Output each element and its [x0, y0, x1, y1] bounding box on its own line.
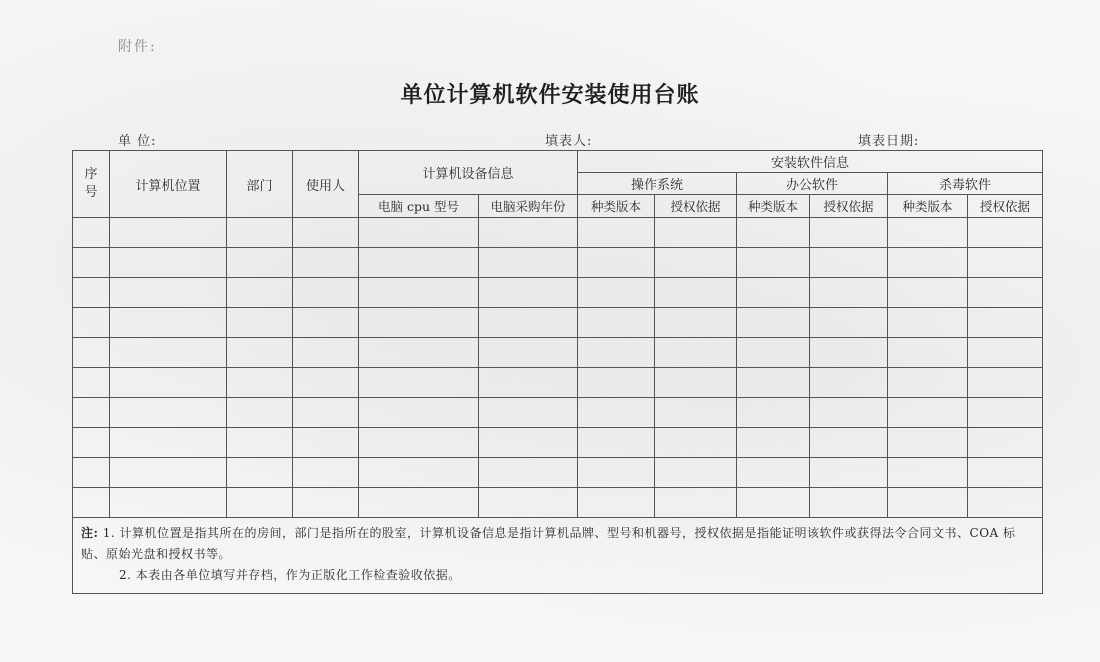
header-antivirus-version: 种类版本	[888, 195, 968, 218]
table-row	[73, 368, 1043, 398]
table-cell[interactable]	[479, 488, 578, 518]
table-cell[interactable]	[227, 338, 293, 368]
table-cell[interactable]	[73, 218, 110, 248]
table-cell[interactable]	[359, 338, 479, 368]
table-cell[interactable]	[110, 218, 227, 248]
table-cell[interactable]	[73, 308, 110, 338]
table-cell[interactable]	[73, 398, 110, 428]
table-cell[interactable]	[968, 278, 1043, 308]
table-cell[interactable]	[968, 458, 1043, 488]
header-installed-software: 安装软件信息	[578, 151, 1043, 173]
header-office: 办公软件	[737, 173, 888, 195]
table-cell[interactable]	[578, 488, 655, 518]
note-1	[81, 523, 1034, 565]
table-cell[interactable]	[968, 248, 1043, 278]
table-row	[73, 218, 1043, 248]
table-cell[interactable]	[655, 278, 737, 308]
header-purchase-year: 电脑采购年份	[479, 195, 578, 218]
header-os-license: 授权依据	[655, 195, 737, 218]
table-cell[interactable]	[227, 398, 293, 428]
table-cell[interactable]	[737, 398, 810, 428]
table-cell[interactable]	[359, 218, 479, 248]
table-cell[interactable]	[359, 488, 479, 518]
table-cell[interactable]	[655, 338, 737, 368]
table-cell[interactable]	[479, 368, 578, 398]
table-cell[interactable]	[479, 218, 578, 248]
table-cell[interactable]	[110, 488, 227, 518]
table-cell[interactable]	[810, 338, 888, 368]
table-cell[interactable]	[359, 428, 479, 458]
table-cell[interactable]	[359, 278, 479, 308]
ledger-body	[73, 218, 1043, 594]
table-cell[interactable]	[578, 218, 655, 248]
table-cell[interactable]	[479, 428, 578, 458]
table-cell[interactable]	[888, 248, 968, 278]
table-row	[73, 278, 1043, 308]
table-cell[interactable]	[968, 218, 1043, 248]
header-antivirus-license: 授权依据	[968, 195, 1043, 218]
table-cell[interactable]	[655, 488, 737, 518]
table-row	[73, 458, 1043, 488]
table-cell[interactable]	[578, 248, 655, 278]
unit-label: 单 位:	[118, 134, 157, 149]
table-cell[interactable]	[227, 308, 293, 338]
table-cell[interactable]	[110, 308, 227, 338]
header-department: 部门	[227, 151, 293, 218]
attachment-label: 附件:	[118, 39, 157, 55]
table-cell[interactable]	[359, 458, 479, 488]
table-cell[interactable]	[293, 248, 359, 278]
table-cell[interactable]	[227, 278, 293, 308]
table-cell[interactable]	[737, 308, 810, 338]
notes-row	[73, 518, 1043, 594]
table-cell[interactable]	[227, 458, 293, 488]
table-cell[interactable]	[479, 338, 578, 368]
table-cell[interactable]	[968, 488, 1043, 518]
table-cell[interactable]	[359, 248, 479, 278]
table-cell[interactable]	[810, 308, 888, 338]
table-cell[interactable]	[655, 248, 737, 278]
table-cell[interactable]	[737, 218, 810, 248]
header-os: 操作系统	[578, 173, 737, 195]
header-antivirus: 杀毒软件	[888, 173, 1043, 195]
table-cell[interactable]	[110, 368, 227, 398]
table-cell[interactable]	[227, 488, 293, 518]
table-cell[interactable]	[810, 428, 888, 458]
header-user: 使用人	[293, 151, 359, 218]
table-cell[interactable]	[810, 218, 888, 248]
table-cell[interactable]	[737, 248, 810, 278]
table-cell[interactable]	[968, 368, 1043, 398]
table-cell[interactable]	[737, 368, 810, 398]
table-cell[interactable]	[227, 428, 293, 458]
table-cell[interactable]	[737, 458, 810, 488]
table-cell[interactable]	[227, 248, 293, 278]
header-office-version: 种类版本	[737, 195, 810, 218]
table-cell[interactable]	[737, 338, 810, 368]
table-cell[interactable]	[578, 458, 655, 488]
table-cell[interactable]	[293, 218, 359, 248]
table-cell[interactable]	[479, 278, 578, 308]
table-cell[interactable]	[655, 368, 737, 398]
table-row	[73, 248, 1043, 278]
table-cell[interactable]	[888, 428, 968, 458]
header-seq: 序号	[73, 151, 110, 218]
table-cell[interactable]	[578, 398, 655, 428]
table-cell[interactable]	[737, 488, 810, 518]
table-cell[interactable]	[888, 338, 968, 368]
table-cell[interactable]	[578, 368, 655, 398]
table-row	[73, 308, 1043, 338]
table-cell[interactable]	[888, 368, 968, 398]
table-cell[interactable]	[293, 308, 359, 338]
table-cell[interactable]	[110, 398, 227, 428]
table-cell[interactable]	[479, 308, 578, 338]
table-cell[interactable]	[73, 458, 110, 488]
table-cell[interactable]	[655, 428, 737, 458]
table-cell[interactable]	[888, 278, 968, 308]
table-cell[interactable]	[227, 218, 293, 248]
header-office-license: 授权依据	[810, 195, 888, 218]
table-cell[interactable]	[578, 338, 655, 368]
table-cell[interactable]	[737, 428, 810, 458]
note-1-text: 1. 计算机位置是指其所在的房间，部门是指所在的股室，计算机设备信息是指计算机品牌、型号和机器号，授权依据是指能证明该软件或获得法令合同文书、COA 标贴、原始光盘和授权书等。	[81, 526, 1016, 561]
table-cell[interactable]	[810, 488, 888, 518]
table-cell[interactable]	[293, 488, 359, 518]
table-cell[interactable]	[479, 248, 578, 278]
table-cell[interactable]	[359, 368, 479, 398]
document-title: 单位计算机软件安装使用台账	[400, 82, 700, 108]
note-2: 2. 本表由各单位填写并存档，作为正版化工作检查验收依据。	[119, 568, 461, 582]
table-cell[interactable]	[888, 398, 968, 428]
table-cell[interactable]	[578, 308, 655, 338]
header-device-info: 计算机设备信息	[359, 151, 578, 195]
table-cell[interactable]	[737, 278, 810, 308]
table-cell[interactable]	[110, 338, 227, 368]
table-cell[interactable]	[888, 458, 968, 488]
table-cell[interactable]	[110, 278, 227, 308]
table-cell[interactable]	[227, 368, 293, 398]
table-cell[interactable]	[578, 278, 655, 308]
table-cell[interactable]	[110, 248, 227, 278]
table-row	[73, 398, 1043, 428]
notes-cell	[73, 518, 1043, 594]
table-cell[interactable]	[293, 368, 359, 398]
date-label: 填表日期:	[858, 134, 920, 149]
table-cell[interactable]	[655, 218, 737, 248]
table-cell[interactable]	[73, 278, 110, 308]
table-cell[interactable]	[810, 398, 888, 428]
table-cell[interactable]	[968, 398, 1043, 428]
table-cell[interactable]	[359, 308, 479, 338]
table-cell[interactable]	[110, 428, 227, 458]
table-cell[interactable]	[110, 458, 227, 488]
table-cell[interactable]	[293, 398, 359, 428]
table-cell[interactable]	[968, 428, 1043, 458]
table-cell[interactable]	[73, 248, 110, 278]
table-row	[73, 338, 1043, 368]
table-cell[interactable]	[479, 458, 578, 488]
table-cell[interactable]	[888, 488, 968, 518]
table-cell[interactable]	[73, 368, 110, 398]
table-cell[interactable]	[293, 428, 359, 458]
table-cell[interactable]	[888, 218, 968, 248]
table-cell[interactable]	[810, 458, 888, 488]
table-cell[interactable]	[578, 428, 655, 458]
table-cell[interactable]	[810, 278, 888, 308]
table-cell[interactable]	[968, 308, 1043, 338]
table-cell[interactable]	[73, 428, 110, 458]
table-cell[interactable]	[655, 308, 737, 338]
notes-label: 注:	[81, 526, 99, 540]
table-cell[interactable]	[479, 398, 578, 428]
table-cell[interactable]	[73, 488, 110, 518]
table-cell[interactable]	[293, 458, 359, 488]
table-cell[interactable]	[293, 278, 359, 308]
table-row	[73, 428, 1043, 458]
table-cell[interactable]	[73, 338, 110, 368]
filler-label: 填表人:	[545, 134, 593, 149]
table-cell[interactable]	[810, 368, 888, 398]
table-cell[interactable]	[655, 398, 737, 428]
ledger-table	[72, 150, 1043, 594]
header-location: 计算机位置	[110, 151, 227, 218]
table-cell[interactable]	[293, 338, 359, 368]
table-cell[interactable]	[655, 458, 737, 488]
table-cell[interactable]	[968, 338, 1043, 368]
header-os-version: 种类版本	[578, 195, 655, 218]
table-cell[interactable]	[810, 248, 888, 278]
table-cell[interactable]	[888, 308, 968, 338]
table-cell[interactable]	[359, 398, 479, 428]
table-row	[73, 488, 1043, 518]
header-cpu-model: 电脑 cpu 型号	[359, 195, 479, 218]
